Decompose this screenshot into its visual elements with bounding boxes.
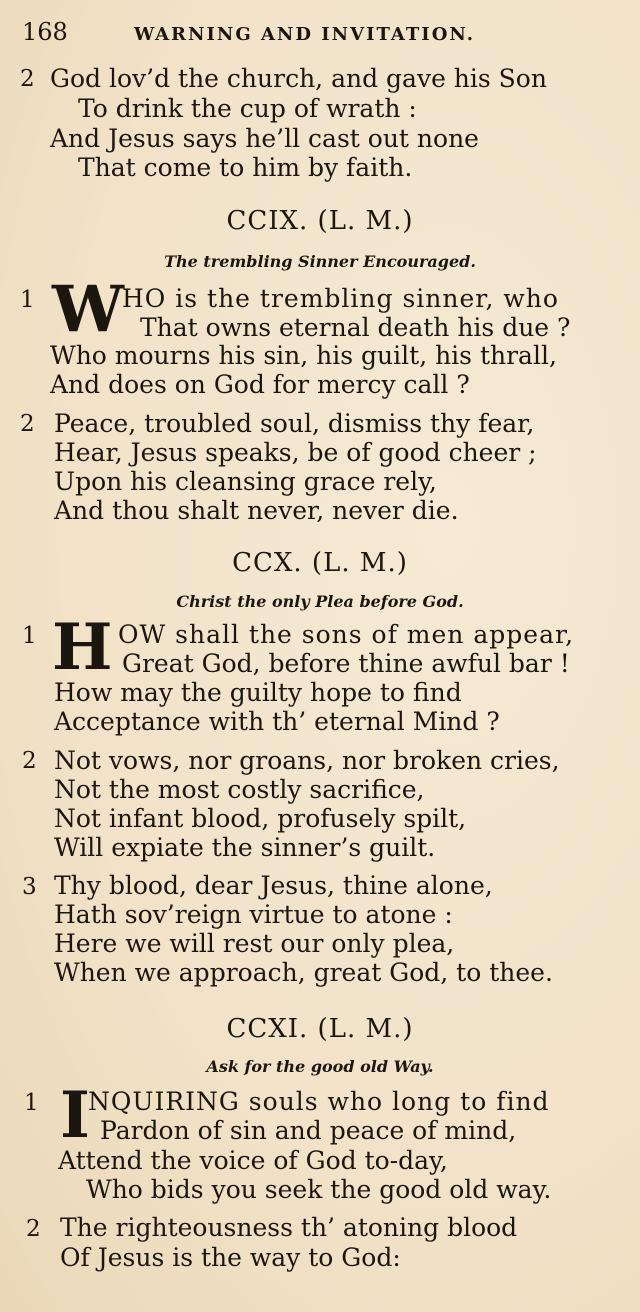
hymn-subtitle: The trembling Sinner Encouraged. <box>164 252 476 271</box>
hymn-subtitle: Christ the only Plea before God. <box>176 592 464 611</box>
hymn-subtitle: Ask for the good old Way. <box>206 1057 434 1076</box>
verse-line: Who bids you seek the good old way. <box>86 1175 552 1204</box>
verse-line: Here we will rest our only plea, <box>54 929 455 958</box>
verse-line: God lov’d the church, and gave his Son <box>50 64 547 93</box>
verse-line: Who mourns his sin, his guilt, his thrall, <box>50 341 557 370</box>
verse-line: Attend the voice of God to-day, <box>58 1146 448 1175</box>
verse-line: Hear, Jesus speaks, be of good cheer ; <box>54 438 537 467</box>
verse-line: Will expiate the sinner’s guilt. <box>54 833 436 862</box>
page-number: 168 <box>22 18 68 46</box>
hymn-title: CCIX. (L. M.) <box>226 206 414 236</box>
verse-line: To drink the cup of wrath : <box>78 94 417 123</box>
verse-line: HO is the trembling sinner, who <box>122 284 559 313</box>
verse-line: That come to him by faith. <box>78 153 413 182</box>
hymn-title: CCX. (L. M.) <box>232 548 408 578</box>
verse-line: OW shall the sons of men appear, <box>118 620 575 649</box>
stanza-number: 2 <box>20 66 35 92</box>
verse-line: That owns eternal death his due ? <box>140 313 571 342</box>
stanza-number: 3 <box>22 874 37 900</box>
verse-line: Not the most costly sacrifice, <box>54 775 425 804</box>
stanza-number: 2 <box>26 1216 41 1242</box>
hymn-title: CCXI. (L. M.) <box>226 1014 414 1044</box>
verse-line: And does on God for mercy call ? <box>50 370 470 399</box>
verse-line: And Jesus says he’ll cast out none <box>50 124 479 153</box>
verse-line: Thy blood, dear Jesus, thine alone, <box>54 871 493 900</box>
drop-cap: W <box>52 272 124 347</box>
verse-line: Peace, troubled soul, dismiss thy fear, <box>54 409 535 438</box>
verse-line: Not vows, nor groans, nor broken cries, <box>54 746 560 775</box>
verse-line: And thou shalt never, never die. <box>54 496 459 525</box>
running-head: WARNING AND INVITATION. <box>134 24 475 45</box>
verse-line: Hath sov’reign virtue to atone : <box>54 900 453 929</box>
stanza-number: 2 <box>20 411 35 437</box>
verse-line: How may the guilty hope to find <box>54 678 462 707</box>
stanza-number: 1 <box>24 1090 39 1116</box>
verse-line: The righteousness th’ atoning blood <box>60 1213 518 1242</box>
stanza-number: 1 <box>20 287 35 313</box>
verse-line: NQUIRING souls who long to find <box>88 1087 550 1116</box>
verse-line: When we approach, great God, to thee. <box>54 958 553 987</box>
verse-line: Pardon of sin and peace of mind, <box>100 1116 517 1145</box>
verse-line: Of Jesus is the way to God: <box>60 1243 401 1272</box>
drop-cap: I <box>60 1078 90 1153</box>
drop-cap: H <box>52 610 113 685</box>
verse-line: Not infant blood, profusely spilt, <box>54 804 467 833</box>
stanza-number: 1 <box>22 623 37 649</box>
verse-line: Acceptance with th’ eternal Mind ? <box>54 707 500 736</box>
verse-line: Upon his cleansing grace rely, <box>54 467 437 496</box>
verse-line: Great God, before thine awful bar ! <box>122 649 570 678</box>
page-header <box>22 18 622 54</box>
stanza-number: 2 <box>22 748 37 774</box>
